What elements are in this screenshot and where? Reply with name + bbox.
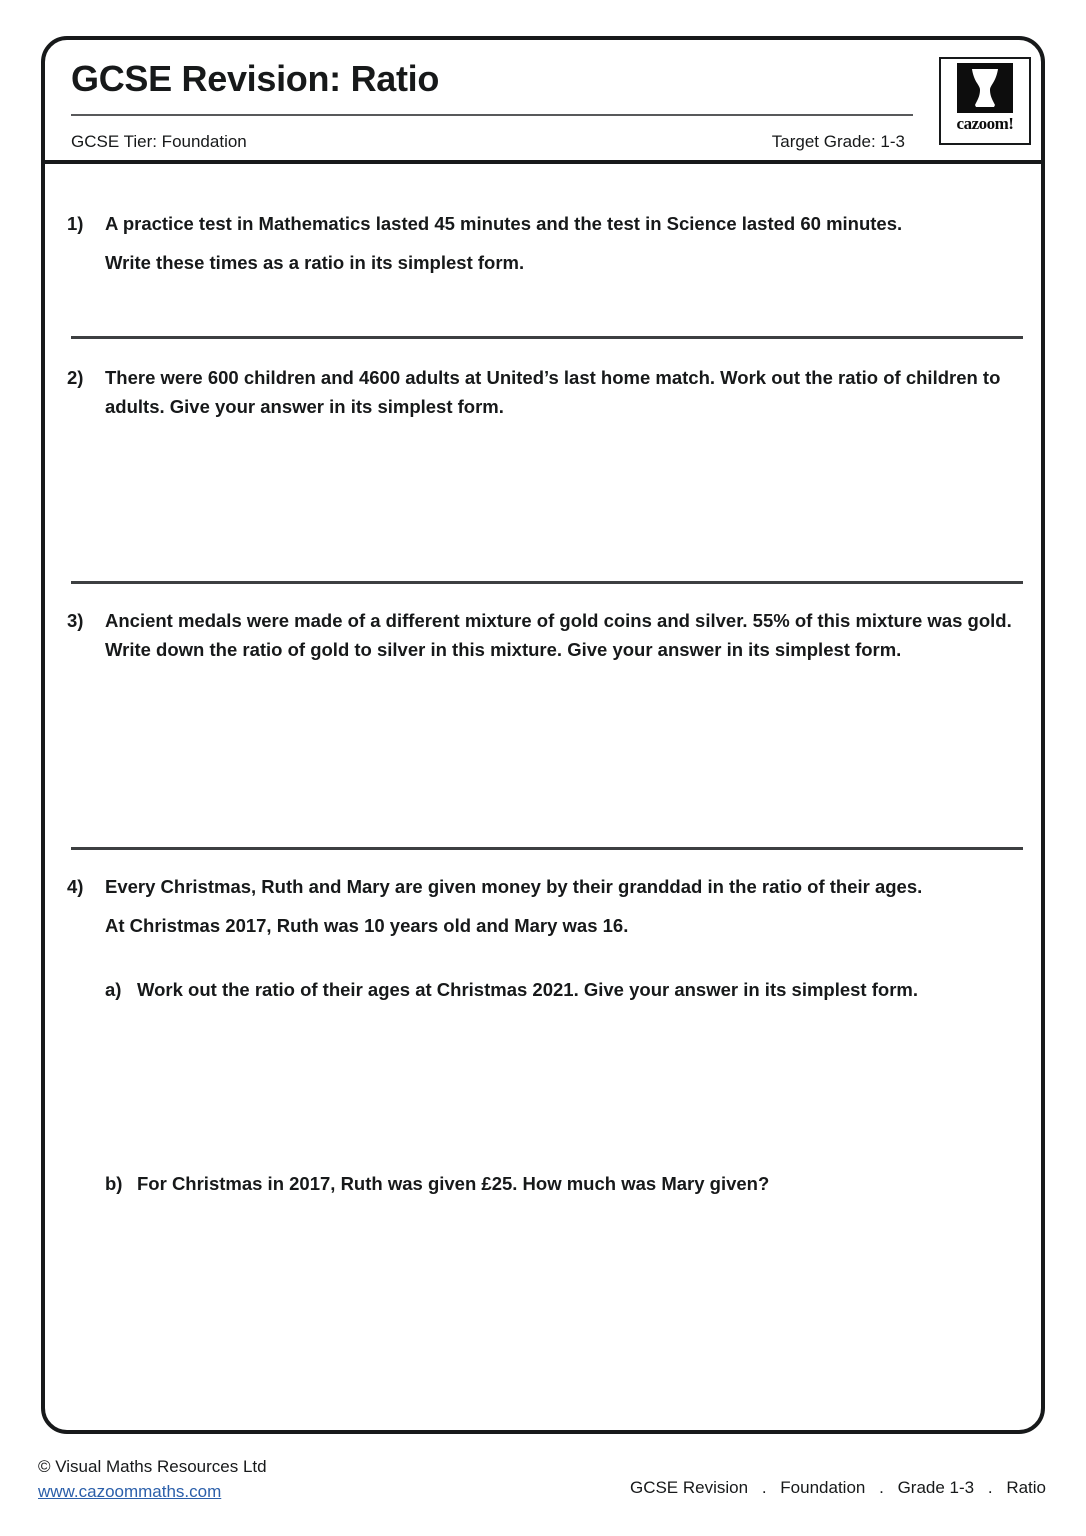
question-divider-2: [71, 581, 1023, 584]
question-4-text: [105, 873, 1021, 940]
question-4: [67, 873, 1021, 940]
breadcrumb-separator-1: .: [879, 1478, 884, 1497]
question-4-part-b: [67, 1170, 1021, 1199]
worksheet-header: [45, 40, 1041, 164]
question-divider-3: [71, 847, 1023, 850]
question-4-line-1: Every Christmas, Ruth and Mary are given money by their granddad in the ratio of their ages.: [105, 876, 923, 897]
question-3-text: [105, 607, 1021, 664]
question-1-text: [105, 210, 1021, 277]
page-title: GCSE Revision: Ratio: [71, 58, 440, 99]
breadcrumb-separator-0: .: [761, 1478, 767, 1497]
question-4-part-a-label: a): [105, 979, 122, 1000]
footer-left: [38, 1455, 267, 1504]
title-divider: [71, 114, 913, 116]
cazoom-logo: [939, 57, 1031, 145]
worksheet-body: [45, 164, 1041, 1430]
question-4-part-a: [67, 976, 1021, 1005]
cazoom-wordmark: cazoom!: [956, 114, 1014, 133]
question-2-number: 2): [67, 367, 84, 388]
question-3-line-1: Ancient medals were made of a different mixture of gold coins and silver. 55% of this mixture was gold. Write down the ratio of gold to silver in this mixture. Give your answer in its simplest form.: [105, 610, 1012, 660]
question-1: [67, 210, 1021, 277]
question-3-number: 3): [67, 610, 84, 631]
question-4-part-a-text: Work out the ratio of their ages at Christmas 2021. Give your answer in its simplest form.: [137, 979, 918, 1000]
worksheet-sheet: [41, 36, 1045, 1434]
footer-breadcrumb: [630, 1478, 1046, 1498]
breadcrumb-item-2: Grade 1-3: [897, 1478, 975, 1497]
question-1-line-2: Write these times as a ratio in its simplest form.: [105, 251, 525, 273]
breadcrumb-item-3: Ratio: [1006, 1478, 1046, 1497]
question-1-line-1: A practice test in Mathematics lasted 45 minutes and the test in Science lasted 60 minutes.: [105, 213, 903, 234]
question-1-number: 1): [67, 213, 84, 234]
question-2-line-1: There were 600 children and 4600 adults at United’s last home match. Work out the ratio of children to adults. Give your answer in its simplest form.: [105, 367, 1001, 417]
breadcrumb-separator-2: .: [987, 1478, 993, 1497]
question-divider-1: [71, 336, 1023, 339]
question-4-number: 4): [67, 876, 84, 897]
breadcrumb-item-0: GCSE Revision: [629, 1478, 749, 1497]
website-link[interactable]: www.cazoommaths.com: [38, 1481, 222, 1501]
question-3: [67, 607, 1021, 664]
question-4-part-b-label: b): [105, 1173, 123, 1194]
question-2-text: [105, 364, 1021, 421]
cazoom-mark-icon: [957, 63, 1013, 113]
tier-label: GCSE Tier: Foundation: [71, 132, 247, 151]
question-2: [67, 364, 1021, 421]
target-grade-label: Target Grade: 1-3: [771, 132, 905, 151]
copyright-text: © Visual Maths Resources Ltd: [38, 1457, 267, 1476]
breadcrumb-item-1: Foundation: [780, 1478, 866, 1497]
question-4-part-b-text: For Christmas in 2017, Ruth was given £25. How much was Mary given?: [137, 1173, 770, 1194]
question-4-line-2: At Christmas 2017, Ruth was 10 years old and Mary was 16.: [105, 914, 629, 936]
